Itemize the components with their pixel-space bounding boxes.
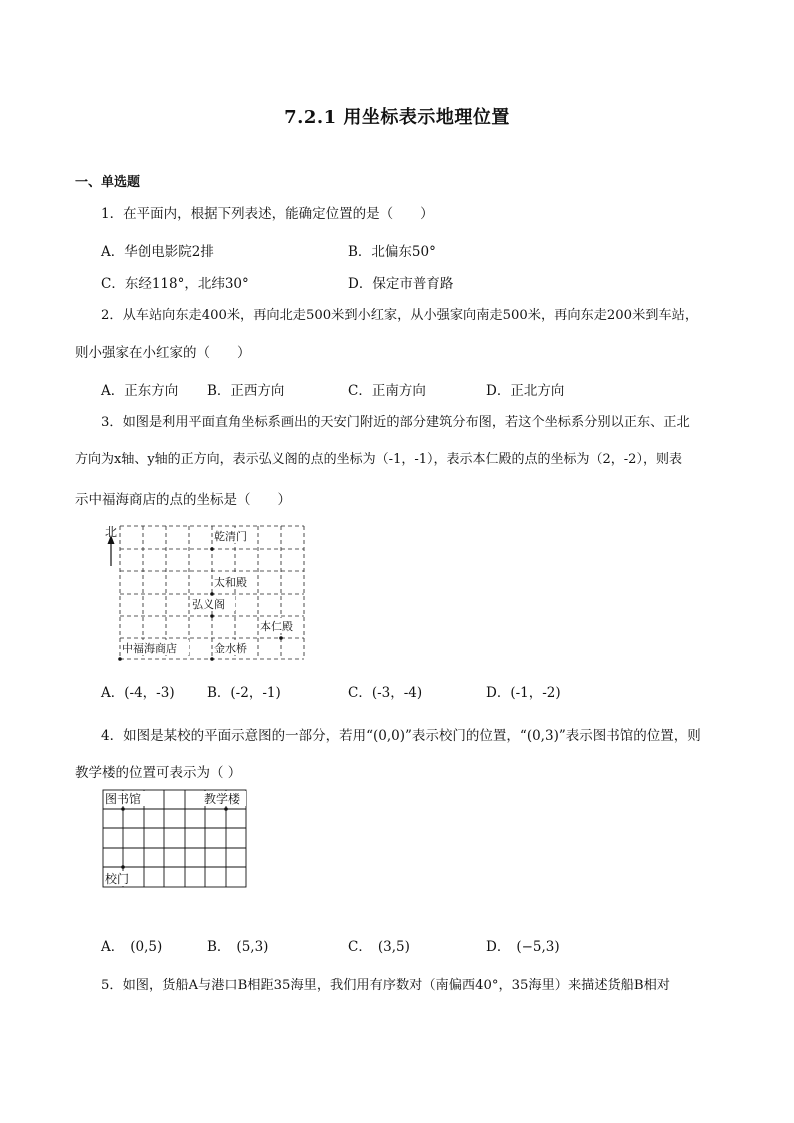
q4-option-a: A． (0,5) — [101, 939, 163, 955]
question-4-stem-line2: 教学楼的位置可表示为（ ） — [75, 765, 242, 781]
point-taihedian — [210, 592, 214, 596]
q1-option-c: C．东经118°，北纬30° — [101, 276, 249, 292]
label-school-gate: 校门 — [105, 872, 130, 886]
label-taihedian: 太和殿 — [214, 576, 247, 589]
q4-coord-gate: (0,0) — [373, 728, 406, 744]
q1-option-a: A．华创电影院2排 — [101, 244, 214, 260]
label-benrendian: 本仁殿 — [260, 620, 293, 633]
question-5-stem-line1: 5．如图，货船A与港口B相距35海里，我们用有序数对（南偏西40°，35海里）来描述货船B相对 — [101, 978, 670, 993]
q4-stem-part1: 4．如图是某校的平面示意图的一部分，若用“ — [101, 728, 373, 744]
label-teaching-building: 教学楼 — [204, 792, 241, 806]
q1-option-b: B．北偏东50° — [348, 244, 436, 260]
label-qianqingmen: 乾清门 — [214, 530, 247, 543]
q2-option-d: D．正北方向 — [486, 383, 565, 399]
point-school-gate — [121, 865, 125, 869]
point-jinshuiqiao — [210, 657, 214, 661]
section-heading: 一、单选题 — [75, 175, 141, 190]
question-4-stem-line1 — [101, 724, 701, 744]
question-3-stem-line3: 示中福海商店的点的坐标是（ ） — [75, 492, 291, 508]
q3-option-a: A．(-4，-3) — [101, 685, 175, 701]
label-zhongfuhai-store: 中福海商店 — [122, 642, 177, 655]
question-1-stem: 1．在平面内，根据下列表述，能确定位置的是（ ） — [101, 206, 434, 222]
question-3-stem-line1: 3．如图是利用平面直角坐标系画出的天安门附近的部分建筑分布图，若这个坐标系分别以正东、正北 — [101, 415, 690, 430]
q3-option-b: B．(-2，-1) — [207, 685, 281, 701]
q1-option-d: D．保定市普育路 — [348, 276, 454, 292]
q3-option-d: D．(-1，-2) — [486, 685, 561, 701]
q2-option-a: A．正东方向 — [101, 383, 179, 399]
q4-stem-part3: ”表示图书馆的位置，则 — [558, 728, 701, 744]
q4-option-d: D． (−5,3) — [486, 939, 560, 955]
q2-option-c: C．正南方向 — [348, 383, 426, 399]
q3-option-c: C．(-3，-4) — [348, 685, 423, 701]
page-title: 7.2.1 用坐标表示地理位置 — [284, 107, 510, 128]
north-label: 北 — [105, 525, 118, 539]
q4-coord-library: (0,3) — [526, 728, 559, 744]
question-2-stem-line2: 则小强家在小红家的（ ） — [75, 345, 251, 361]
north-arrow — [105, 525, 117, 566]
q4-school-map-figure — [100, 788, 250, 894]
point-zhongfuhai-store — [118, 657, 122, 661]
label-hongyige: 弘义阁 — [192, 598, 225, 611]
question-3-stem-line2: 方向为x轴、y轴的正方向，表示弘义阁的点的坐标为（-1，-1），表示本仁殿的点的坐标为（2，-2），则表 — [75, 452, 682, 467]
q3-map-figure — [96, 520, 310, 668]
point-teaching-building — [224, 807, 228, 811]
question-2-stem-line1: 2．从车站向东走400米，再向北走500米到小红家，从小强家向南走500米，再向东走200米到车站， — [101, 308, 699, 323]
point-qianqingmen — [210, 547, 214, 551]
q2-option-b: B．正西方向 — [207, 383, 285, 399]
point-library — [121, 807, 125, 811]
q4-option-c: C． (3,5) — [348, 939, 410, 955]
q4-option-b: B． (5,3) — [207, 939, 269, 955]
q4-stem-part2: ”表示校门的位置，“ — [405, 728, 527, 744]
point-hongyige — [210, 614, 214, 618]
label-jinshuiqiao: 金水桥 — [214, 642, 247, 655]
point-benrendian — [279, 636, 283, 640]
label-library: 图书馆 — [105, 792, 142, 806]
